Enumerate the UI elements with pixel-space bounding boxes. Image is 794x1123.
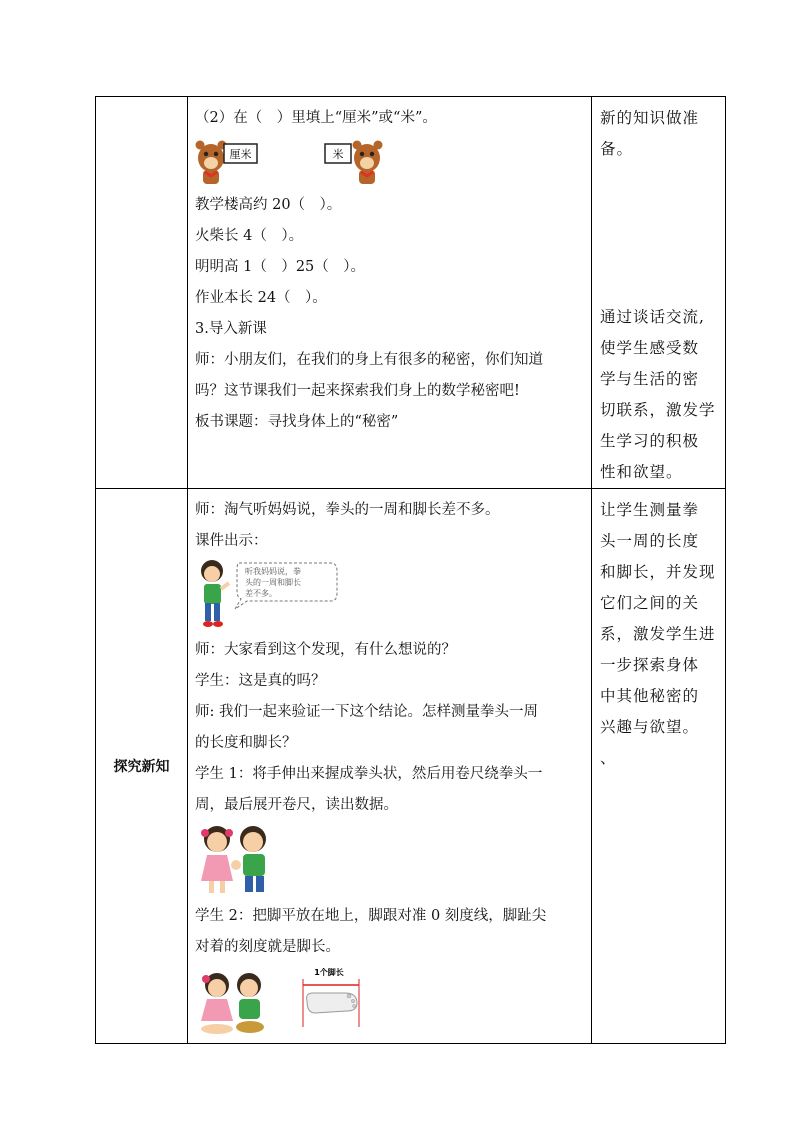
bear-holding-signs-icon bbox=[195, 134, 395, 186]
note-line: 一步探索身体 bbox=[600, 656, 700, 674]
bubble-line: 头的一周和脚长 bbox=[245, 578, 301, 587]
note-line: 让学生测量拳 bbox=[600, 501, 700, 519]
text-line: 火柴长 4（ ）。 bbox=[195, 228, 304, 244]
text-line: 学生 1：将手伸出来握成拳头状，然后用卷尺绕拳头一 bbox=[195, 766, 543, 782]
table-row bbox=[96, 97, 726, 489]
note-line: 、 bbox=[600, 749, 617, 767]
table-row bbox=[96, 489, 726, 1044]
text-line: 周，最后展开卷尺，读出数据。 bbox=[195, 797, 398, 813]
text-line: 师：小朋友们，在我们的身上有很多的秘密，你们知道 bbox=[195, 352, 543, 368]
text-line: 作业本长 24（ ）。 bbox=[195, 290, 327, 306]
text-line: 学生：这是真的吗？ bbox=[195, 673, 326, 689]
stage-cell-empty bbox=[96, 97, 188, 489]
note-line: 切联系，激发学 bbox=[600, 401, 716, 419]
note-line: 兴趣与欲望。 bbox=[600, 718, 700, 736]
bubble-line: 听我妈妈说，拳 bbox=[245, 567, 301, 576]
note-line: 性和欲望。 bbox=[600, 463, 683, 481]
note-cell bbox=[592, 489, 726, 1044]
sign-label-right: 米 bbox=[332, 148, 344, 161]
kids-foot-illustration bbox=[195, 963, 586, 1043]
note-line: 使学生感受数 bbox=[600, 339, 700, 357]
text-line: 板书课题：寻找身体上的“秘密” bbox=[195, 414, 399, 430]
note-line: 头一周的长度 bbox=[600, 532, 700, 550]
text-line: 师: 我们一起来验证一下这个结论。怎样测量拳头一周 bbox=[195, 704, 538, 720]
note-cell bbox=[592, 97, 726, 489]
note-spacer bbox=[600, 165, 719, 302]
foot-label: 1个脚长 bbox=[314, 968, 344, 977]
text-line: 师：大家看到这个发现，有什么想说的？ bbox=[195, 642, 456, 658]
bear-signs-illustration bbox=[195, 134, 586, 190]
kids-measuring-fist-icon bbox=[195, 821, 285, 897]
note-line: 备。 bbox=[600, 140, 634, 158]
text-line: 吗？这节课我们一起来探索我们身上的数学秘密吧! bbox=[195, 383, 520, 399]
note-line: 通过谈话交流, bbox=[600, 308, 705, 326]
text-line: 课件出示： bbox=[195, 533, 268, 549]
text-line: 的长度和脚长？ bbox=[195, 735, 297, 751]
boy-speech-illustration bbox=[195, 557, 586, 635]
text-line: 师：淘气听妈妈说，拳头的一周和脚长差不多。 bbox=[195, 502, 500, 518]
content-cell bbox=[188, 97, 592, 489]
text-line: 3.导入新课 bbox=[195, 321, 267, 337]
note-line: 生学习的积极 bbox=[600, 432, 700, 450]
kids-measuring-foot-icon bbox=[195, 963, 375, 1039]
note-line: 新的知识做准 bbox=[600, 109, 700, 127]
note-line: 和脚长，并发现 bbox=[600, 563, 716, 581]
text-line: （2）在（ ）里填上“厘米”或“米”。 bbox=[195, 110, 437, 126]
text-line: 明明高 1（ ）25（ ）。 bbox=[195, 259, 366, 275]
text-line: 对着的刻度就是脚长。 bbox=[195, 939, 340, 955]
text-line: 教学楼高约 20（ ）。 bbox=[195, 197, 342, 213]
kids-fist-illustration bbox=[195, 821, 586, 901]
text-line: 学生 2：把脚平放在地上，脚跟对准 0 刻度线，脚趾尖 bbox=[195, 908, 547, 924]
sign-label-left: 厘米 bbox=[229, 148, 252, 161]
boy-with-speech-bubble-icon bbox=[195, 557, 345, 633]
lesson-table bbox=[95, 96, 726, 1044]
note-line: 中其他秘密的 bbox=[600, 687, 700, 705]
stage-label: 探究新知 bbox=[96, 489, 188, 1044]
content-cell bbox=[188, 489, 592, 1044]
bubble-line: 差不多。 bbox=[245, 589, 277, 598]
note-line: 学与生活的密 bbox=[600, 370, 700, 388]
note-line: 它们之间的关 bbox=[600, 594, 700, 612]
note-line: 系，激发学生进 bbox=[600, 625, 716, 643]
